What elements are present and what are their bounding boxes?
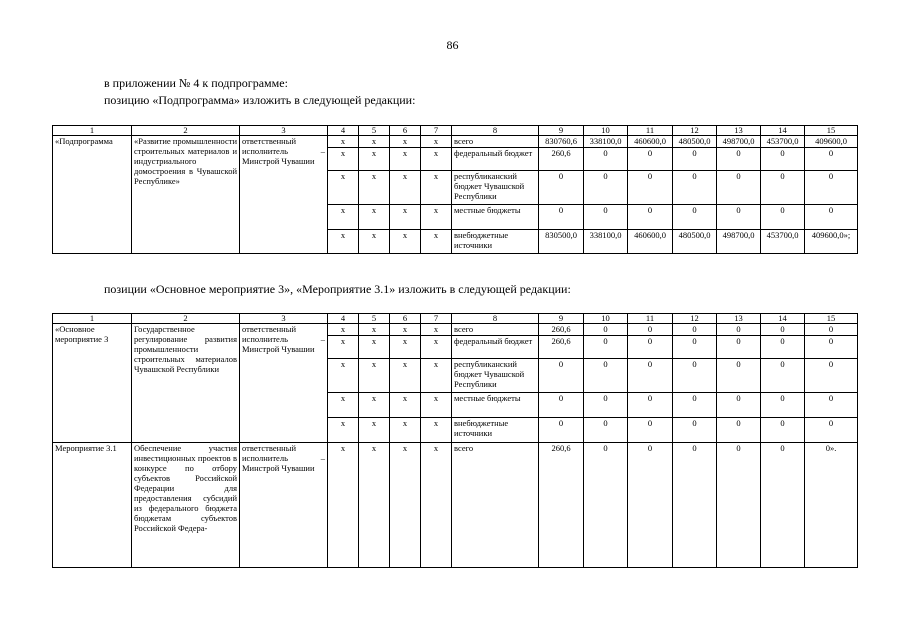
funding-value: 0 xyxy=(717,171,761,205)
funding-value: 0 xyxy=(717,443,761,568)
code-cell: x xyxy=(421,148,452,171)
funding-value: 0 xyxy=(673,205,717,230)
funding-source: всего xyxy=(452,324,539,336)
subprogram-item-title: «Развитие промышленности строительных материалов и индустриального домостроения в Чувашской Республике» xyxy=(132,136,240,254)
code-cell: x xyxy=(359,171,390,205)
funding-value: 0 xyxy=(628,324,673,336)
funding-value: 0 xyxy=(761,359,805,393)
funding-value: 338100,0 xyxy=(584,136,628,148)
funding-value: 260,6 xyxy=(539,148,584,171)
subprogram-item-name: «Подпрограмма xyxy=(53,136,132,254)
funding-value: 0 xyxy=(539,418,584,443)
funding-value: 0 xyxy=(539,171,584,205)
funding-value: 409600,0 xyxy=(805,136,858,148)
column-number-4: 4 xyxy=(328,126,359,136)
code-cell: x xyxy=(390,205,421,230)
funding-value: 0 xyxy=(805,205,858,230)
code-cell: x xyxy=(421,136,452,148)
main-activity-header-row xyxy=(53,314,858,324)
funding-value: 0 xyxy=(761,393,805,418)
column-number-6: 6 xyxy=(390,126,421,136)
column-number-15: 15 xyxy=(805,314,858,324)
funding-value: 0 xyxy=(673,324,717,336)
code-cell: x xyxy=(421,336,452,359)
funding-value: 453700,0 xyxy=(761,136,805,148)
funding-value: 0 xyxy=(673,359,717,393)
code-cell: x xyxy=(328,443,359,568)
funding-value: 0 xyxy=(673,393,717,418)
code-cell: x xyxy=(390,443,421,568)
page-number: 86 xyxy=(446,38,459,52)
funding-source: республиканский бюджет Чувашской Республики xyxy=(452,171,539,205)
code-cell: x xyxy=(328,393,359,418)
code-cell: x xyxy=(421,443,452,568)
column-number-1: 1 xyxy=(53,126,132,136)
code-cell: x xyxy=(359,393,390,418)
funding-value: 0 xyxy=(805,359,858,393)
funding-value: 0 xyxy=(673,171,717,205)
code-cell: x xyxy=(328,359,359,393)
funding-value: 0 xyxy=(805,324,858,336)
funding-value: 0 xyxy=(717,359,761,393)
responsible-executor: ответственный исполнитель – Минстрой Чувашии xyxy=(240,136,328,254)
column-number-15: 15 xyxy=(805,126,858,136)
funding-value: 0 xyxy=(539,205,584,230)
funding-value: 0 xyxy=(717,205,761,230)
code-cell: x xyxy=(328,171,359,205)
column-number-3: 3 xyxy=(240,126,328,136)
funding-source: внебюджетные источники xyxy=(452,230,539,254)
code-cell: x xyxy=(390,359,421,393)
code-cell: x xyxy=(421,418,452,443)
funding-value: 830760,6 xyxy=(539,136,584,148)
funding-value: 260,6 xyxy=(539,324,584,336)
funding-value: 0 xyxy=(628,418,673,443)
code-cell: x xyxy=(359,136,390,148)
funding-value: 0 xyxy=(761,336,805,359)
funding-value: 0 xyxy=(805,393,858,418)
funding-value: 498700,0 xyxy=(717,230,761,254)
code-cell: x xyxy=(328,230,359,254)
column-number-7: 7 xyxy=(421,126,452,136)
funding-source: местные бюджеты xyxy=(452,393,539,418)
code-cell: x xyxy=(390,393,421,418)
funding-value: 0 xyxy=(584,148,628,171)
intro-line-2: позицию «Подпрограмма» изложить в следующей редакции: xyxy=(104,93,416,107)
funding-value: 0 xyxy=(761,418,805,443)
code-cell: x xyxy=(328,148,359,171)
funding-value: 0 xyxy=(761,324,805,336)
column-number-13: 13 xyxy=(717,126,761,136)
funding-value: 0 xyxy=(761,205,805,230)
funding-source: местные бюджеты xyxy=(452,205,539,230)
code-cell: x xyxy=(390,418,421,443)
funding-value: 0 xyxy=(584,443,628,568)
funding-value: 0 xyxy=(628,359,673,393)
funding-value: 0 xyxy=(717,393,761,418)
funding-value: 0 xyxy=(673,443,717,568)
section-2-text: позиции «Основное мероприятие 3», «Мероприятие 3.1» изложить в следующей редакции: xyxy=(104,282,571,296)
funding-value: 0 xyxy=(805,148,858,171)
funding-value: 830500,0 xyxy=(539,230,584,254)
code-cell: x xyxy=(390,230,421,254)
funding-value: 480500,0 xyxy=(673,136,717,148)
funding-value: 0 xyxy=(584,205,628,230)
activity-name: Мероприятие 3.1 xyxy=(53,443,132,568)
column-number-6: 6 xyxy=(390,314,421,324)
funding-value: 453700,0 xyxy=(761,230,805,254)
subprogram-header-row xyxy=(53,126,858,136)
column-number-10: 10 xyxy=(584,126,628,136)
funding-value: 0 xyxy=(717,336,761,359)
funding-value: 0 xyxy=(584,324,628,336)
code-cell: x xyxy=(421,359,452,393)
table-row xyxy=(53,443,858,568)
main-activity-table xyxy=(52,313,858,568)
code-cell: x xyxy=(359,324,390,336)
intro-line-1: в приложении № 4 к подпрограмме: xyxy=(104,76,288,90)
funding-value: 0 xyxy=(584,418,628,443)
code-cell: x xyxy=(328,336,359,359)
funding-value: 460600,0 xyxy=(628,136,673,148)
main-activity-item-name: «Основное мероприятие 3 xyxy=(53,324,132,443)
funding-value: 498700,0 xyxy=(717,136,761,148)
funding-value: 460600,0 xyxy=(628,230,673,254)
funding-source: федеральный бюджет xyxy=(452,148,539,171)
funding-source: федеральный бюджет xyxy=(452,336,539,359)
funding-value: 0 xyxy=(761,148,805,171)
funding-value: 0 xyxy=(761,443,805,568)
code-cell: x xyxy=(390,324,421,336)
code-cell: x xyxy=(421,171,452,205)
funding-source: внебюджетные источники xyxy=(452,418,539,443)
column-number-10: 10 xyxy=(584,314,628,324)
funding-value: 0 xyxy=(584,171,628,205)
code-cell: x xyxy=(421,205,452,230)
column-number-5: 5 xyxy=(359,314,390,324)
funding-value: 0 xyxy=(628,443,673,568)
column-number-1: 1 xyxy=(53,314,132,324)
code-cell: x xyxy=(328,324,359,336)
code-cell: x xyxy=(328,205,359,230)
funding-value: 0 xyxy=(628,336,673,359)
code-cell: x xyxy=(421,230,452,254)
funding-value: 0 xyxy=(805,336,858,359)
column-number-4: 4 xyxy=(328,314,359,324)
funding-value: 0 xyxy=(628,171,673,205)
responsible-executor: ответственный исполнитель – Минстрой Чувашии xyxy=(240,324,328,443)
funding-value: 0 xyxy=(717,324,761,336)
code-cell: x xyxy=(359,336,390,359)
funding-source: всего xyxy=(452,136,539,148)
funding-value: 480500,0 xyxy=(673,230,717,254)
column-number-9: 9 xyxy=(539,126,584,136)
funding-value: 0 xyxy=(673,336,717,359)
funding-value: 0 xyxy=(717,418,761,443)
code-cell: x xyxy=(328,418,359,443)
funding-value: 0 xyxy=(584,393,628,418)
funding-value: 0 xyxy=(628,393,673,418)
funding-value: 0 xyxy=(805,418,858,443)
column-number-12: 12 xyxy=(673,126,717,136)
column-number-7: 7 xyxy=(421,314,452,324)
funding-value: 0 xyxy=(539,359,584,393)
funding-value: 0 xyxy=(539,393,584,418)
column-number-11: 11 xyxy=(628,314,673,324)
code-cell: x xyxy=(390,136,421,148)
code-cell: x xyxy=(328,136,359,148)
funding-value: 0 xyxy=(628,205,673,230)
code-cell: x xyxy=(359,148,390,171)
funding-source: республиканский бюджет Чувашской Республики xyxy=(452,359,539,393)
table-row xyxy=(53,136,858,148)
responsible-executor: ответственный исполнитель – Минстрой Чувашии xyxy=(240,443,328,568)
funding-value: 0 xyxy=(717,148,761,171)
code-cell: x xyxy=(359,443,390,568)
funding-value: 0 xyxy=(805,171,858,205)
funding-value: 0 xyxy=(584,336,628,359)
main-activity-item-title: Государственное регулирование развития промышленности строительных материалов Чувашской Республики xyxy=(132,324,240,443)
funding-source: всего xyxy=(452,443,539,568)
table-row xyxy=(53,324,858,336)
funding-value: 0 xyxy=(628,148,673,171)
code-cell: x xyxy=(359,418,390,443)
funding-value: 0 xyxy=(761,171,805,205)
code-cell: x xyxy=(421,324,452,336)
column-number-12: 12 xyxy=(673,314,717,324)
code-cell: x xyxy=(390,148,421,171)
funding-value: 0». xyxy=(805,443,858,568)
column-number-13: 13 xyxy=(717,314,761,324)
code-cell: x xyxy=(359,359,390,393)
column-number-8: 8 xyxy=(452,314,539,324)
column-number-5: 5 xyxy=(359,126,390,136)
funding-value: 338100,0 xyxy=(584,230,628,254)
subprogram-table xyxy=(52,125,858,254)
column-number-11: 11 xyxy=(628,126,673,136)
column-number-2: 2 xyxy=(132,314,240,324)
funding-value: 409600,0»; xyxy=(805,230,858,254)
funding-value: 260,6 xyxy=(539,336,584,359)
code-cell: x xyxy=(390,336,421,359)
code-cell: x xyxy=(359,205,390,230)
column-number-9: 9 xyxy=(539,314,584,324)
code-cell: x xyxy=(421,393,452,418)
column-number-2: 2 xyxy=(132,126,240,136)
funding-value: 0 xyxy=(584,359,628,393)
column-number-14: 14 xyxy=(761,314,805,324)
funding-value: 0 xyxy=(673,148,717,171)
column-number-3: 3 xyxy=(240,314,328,324)
funding-value: 0 xyxy=(673,418,717,443)
column-number-8: 8 xyxy=(452,126,539,136)
activity-title: Обеспечение участия инвестиционных проектов в конкурсе по отбору субъектов Российской Федерации для предоставления субсидий из федерального бюджета бюджетам субъектов Российской Федера- xyxy=(132,443,240,568)
column-number-14: 14 xyxy=(761,126,805,136)
code-cell: x xyxy=(359,230,390,254)
code-cell: x xyxy=(390,171,421,205)
funding-value: 260,6 xyxy=(539,443,584,568)
